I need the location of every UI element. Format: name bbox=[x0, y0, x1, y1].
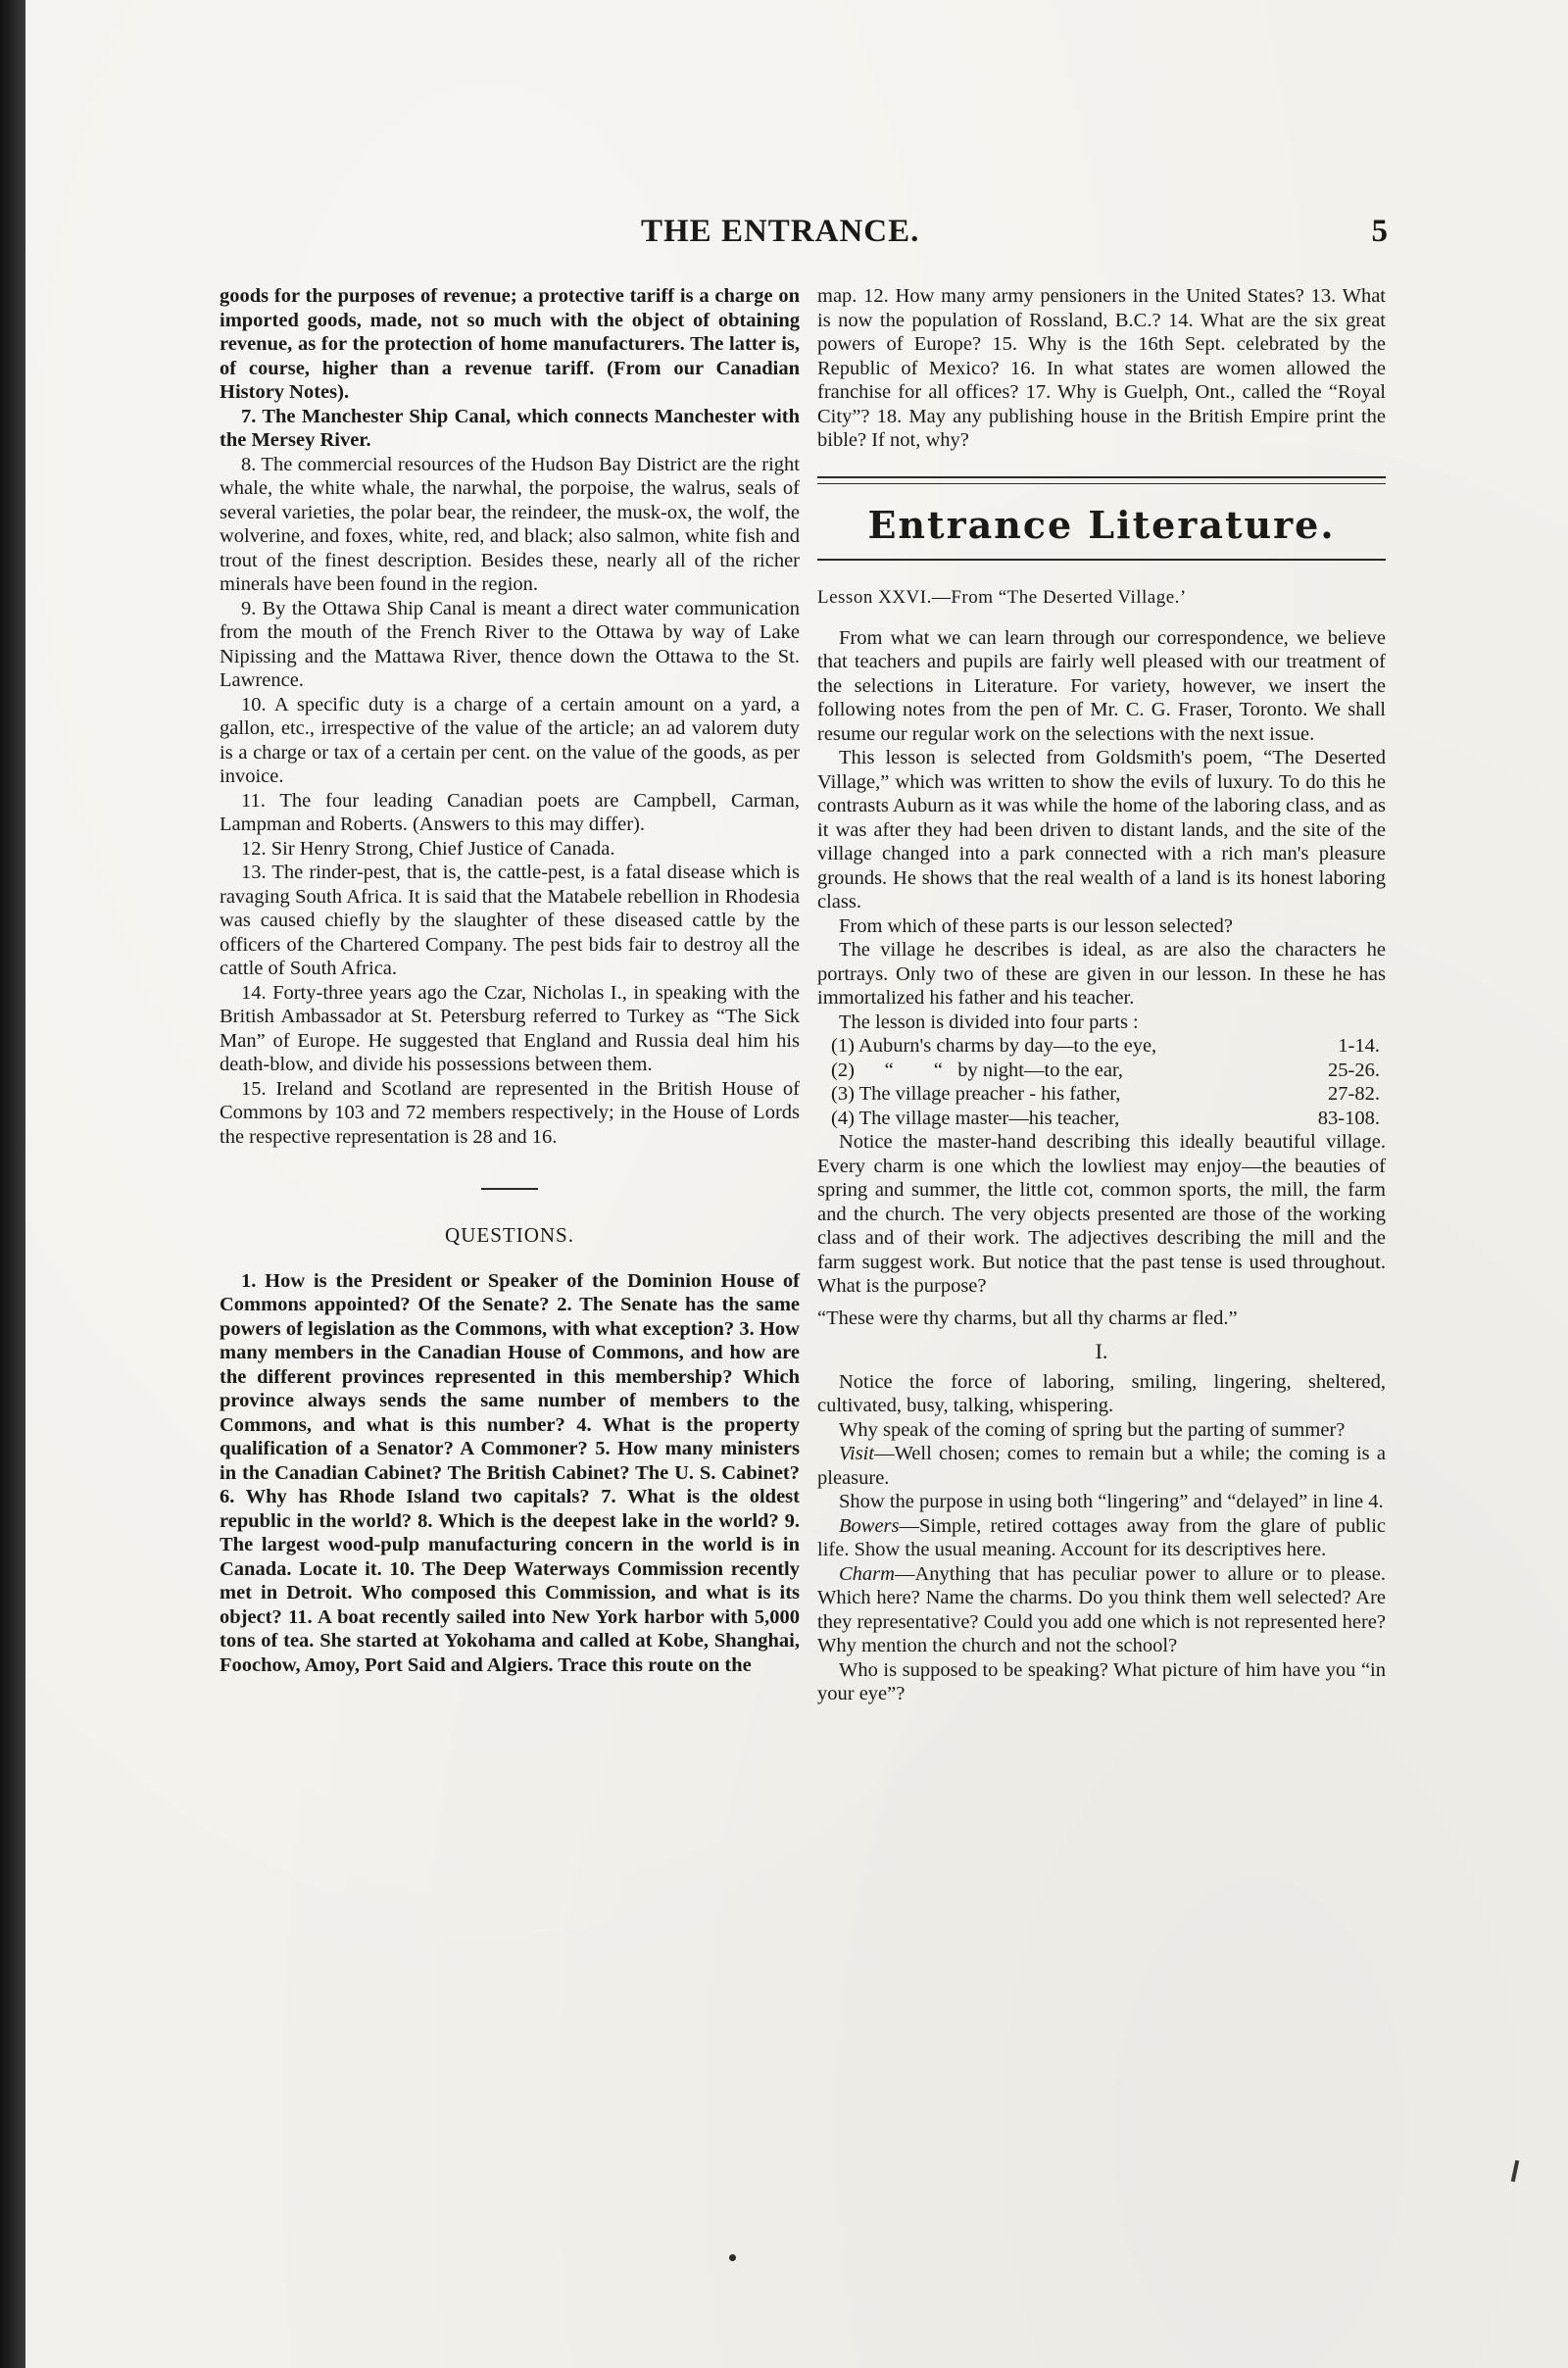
definition-bowers: —Simple, retired cottages away from the glare of public life. Show the usual meaning. Account for its descriptives here. bbox=[817, 1514, 1386, 1560]
paragraph-bowers bbox=[817, 1514, 1386, 1562]
paragraph-purpose: Show the purpose in using both “lingering” and “delayed” in line 4. bbox=[839, 1491, 1384, 1512]
paragraph-7: 7. The Manchester Ship Canal, which connects Manchester with the Mersey River. bbox=[220, 405, 800, 451]
section-title: Entrance Literature. bbox=[867, 502, 1336, 547]
definition-visit: —Well chosen; comes to remain but a while; the coming is a pleasure. bbox=[817, 1443, 1386, 1489]
paragraph-8: 8. The commercial resources of the Hudson Bay District are the right whale, the white whale, the narwhal, the porpoise, the walrus, seals of several varieties, the polar bear, the reindeer, the musk-ox, the wolf, the wolverine, and foxes, white, red, and black; also salmon, white fish and trout of the finest description. Besides these, nearly all of the richer minerals have been found in the region. bbox=[220, 453, 800, 595]
ink-speck bbox=[729, 2254, 736, 2261]
title-rule bbox=[817, 559, 1386, 561]
questions-text: 1. How is the President or Speaker of the Dominion House of Commons appointed? Of the Senate? 2. The Senate has the same powers of legislation as the Commons, with what exception? 3. How many members in the Canadian House of Commons, and how are the different provinces represented in this membership? Which province always sends the same number of members to the Commons, and what is this number? 4. What is the property qualification of a Senator? A Commoner? 5. How many ministers in the Canadian Cabinet? The British Cabinet? The U. S. Cabinet? 6. Why has Rhode Island two capitals? 7. What is the oldest republic in the world? 8. Which is the deepest lake in the world? 9. The largest wood-pulp manufacturing concern in the world is in Canada. Locate it. 10. The Deep Waterways Commission recently met in Detroit. Who composed this Commission, and what is its object? 11. A boat recently sailed into New York harbor with 5,000 tons of tea. She started at Yokohama and called at Kobe, Shanghai, Foochow, Amoy, Port Said and Algiers. Trace this route on the bbox=[220, 1269, 800, 1676]
margin-mark bbox=[1511, 2160, 1519, 2182]
paragraph-12: 12. Sir Henry Strong, Chief Justice of Canada. bbox=[241, 837, 615, 860]
right-column bbox=[817, 284, 1386, 1706]
list-item bbox=[817, 1059, 1386, 1083]
paragraph-visit bbox=[817, 1442, 1386, 1490]
page bbox=[25, 0, 1568, 2368]
definition-charm: —Anything that has peculiar power to allure or to please. Which here? Name the charms. Do you think them well selected? Are they representative? Could you add one which is not represented here? Why mention the church and not the school? bbox=[817, 1562, 1386, 1656]
term-bowers: Bowers bbox=[839, 1514, 900, 1537]
part-label: (2) “ “ by night—to the ear, bbox=[831, 1059, 1124, 1081]
paragraph-intro: From what we can learn through our correspondence, we believe that teachers and pupils are fairly well pleased with our treatment of the selections in Literature. For variety, however, we insert the following notes from the pen of Mr. C. G. Fraser, Toronto. We shall resume our regular work on the selections with the next issue. bbox=[817, 626, 1386, 745]
poem-quote: “These were thy charms, but all thy charms ar fled.” bbox=[817, 1307, 1238, 1329]
lesson-title: Lesson XXVI.—From “The Deserted Village.’ bbox=[817, 587, 1187, 608]
paragraph-9: 9. By the Ottawa Ship Canal is meant a direct water communication from the mouth of the French River to the Ottawa by way of Lake Nipissing and the Mattawa River, thence down the Ottawa to the St. Lawrence. bbox=[220, 597, 800, 691]
term-charm: Charm bbox=[839, 1562, 895, 1585]
page-number: 5 bbox=[1371, 214, 1388, 249]
parts-list bbox=[817, 1034, 1386, 1130]
paragraph-charm bbox=[817, 1562, 1386, 1658]
scan-left-edge bbox=[0, 0, 25, 2368]
part-lines: 83-108. bbox=[1317, 1107, 1380, 1129]
list-item bbox=[817, 1082, 1386, 1107]
left-column bbox=[220, 284, 800, 1677]
paragraph-14: 14. Forty-three years ago the Czar, Nicholas I., in speaking with the British Ambassador at St. Petersburg referred to Turkey as “The Sick Man” of Europe. He suggested that England and Russia deal him his death-blow, and divide his possessions between them. bbox=[220, 981, 800, 1075]
part-lines: 1-14. bbox=[1338, 1035, 1380, 1057]
questions-heading: QUESTIONS. bbox=[445, 1223, 574, 1247]
term-visit: Visit bbox=[839, 1443, 875, 1464]
paragraph-village-ideal: The village he describes is ideal, as are also the characters he portrays. Only two of these are given in our lesson. In these he has immortalized his father and his teacher. bbox=[817, 939, 1386, 1009]
paragraph-speaking: Who is supposed to be speaking? What picture of him have you “in your eye”? bbox=[817, 1658, 1386, 1704]
paragraph-selected: This lesson is selected from Goldsmith's poem, “The Deserted Village,” which was written to show the evils of luxury. To do this he contrasts Auburn as it was while the home of the laboring class, and as it was after they had been driven to distant lands, and the site of the village changed into a park connected with a rich man's pleasure grounds. He shows that the real wealth of a land is its honest laboring class. bbox=[817, 747, 1386, 913]
list-item bbox=[817, 1034, 1386, 1059]
paragraph-13: 13. The rinder-pest, that is, the cattle-pest, is a fatal disease which is ravaging South Africa. It is said that the Matabele rebellion in Rhodesia was caused chiefly by the slaughter of these diseased cattle by the officers of the Chartered Company. The pest bids fair to destroy all the cattle of South Africa. bbox=[220, 862, 800, 979]
paragraph-10: 10. A specific duty is a charge of a certain amount on a yard, a gallon, etc., irrespective of the value of the article; an ad valorem duty is a charge or tax of a certain per cent. on the value of the goods, as per invoice. bbox=[220, 693, 800, 787]
part-label: (1) Auburn's charms by day—to the eye, bbox=[831, 1035, 1157, 1057]
paragraph-divided: The lesson is divided into four parts : bbox=[839, 1011, 1139, 1033]
paragraph-force: Notice the force of laboring, smiling, lingering, sheltered, cultivated, busy, talking, whispering. bbox=[817, 1370, 1386, 1416]
part-lines: 27-82. bbox=[1328, 1083, 1380, 1105]
questions-continued: map. 12. How many army pensioners in the United States? 13. What is now the population of Rossland, B.C.? 14. What are the six great powers of Europe? 15. Why is the 16th Sept. celebrated by the Republic of Mexico? 16. In what states are women allowed the franchise for all offices? 17. Why is Guelph, Ont., called the “Royal City”? 18. May any publishing house in the British Empire print the bible? If not, why? bbox=[817, 285, 1386, 451]
page-header bbox=[220, 214, 1388, 272]
paragraph-15: 15. Ireland and Scotland are represented in the British House of Commons by 103 and 72 members respectively; in the House of Lords the respective representation is 28 and 16. bbox=[220, 1077, 800, 1148]
part-label: (3) The village preacher - his father, bbox=[831, 1083, 1121, 1105]
paragraph-why-spring: Why speak of the coming of spring but the parting of summer? bbox=[839, 1418, 1346, 1441]
running-title: THE ENTRANCE. bbox=[641, 214, 920, 249]
part-lines: 25-26. bbox=[1328, 1059, 1380, 1081]
double-rule bbox=[817, 476, 1386, 484]
section-divider bbox=[481, 1188, 538, 1190]
paragraph-notice-master: Notice the master-hand describing this ideally beautiful village. Every charm is one which the lowliest may enjoy—the beauties of spring and summer, the little cot, common sports, the mill, the farm and the church. The very objects presented are those of the working class and of their work. The adjectives describing the mill and the farm suggest work. But notice that the past tense is used throughout. What is the purpose? bbox=[817, 1131, 1386, 1297]
section-numeral: I. bbox=[1095, 1339, 1108, 1363]
list-item bbox=[817, 1107, 1386, 1131]
paragraph-which-parts: From which of these parts is our lesson selected? bbox=[839, 914, 1233, 937]
part-label: (4) The village master—his teacher, bbox=[831, 1107, 1120, 1129]
paragraph-11: 11. The four leading Canadian poets are Campbell, Carman, Lampman and Roberts. (Answers to this may differ). bbox=[220, 789, 800, 835]
paragraph-tariff: goods for the purposes of revenue; a protective tariff is a charge on imported goods, made, not so much with the object of obtaining revenue, as for the protection of home manufacturers. The latter is, of course, higher than a revenue tariff. (From our Canadian History Notes). bbox=[220, 285, 800, 403]
